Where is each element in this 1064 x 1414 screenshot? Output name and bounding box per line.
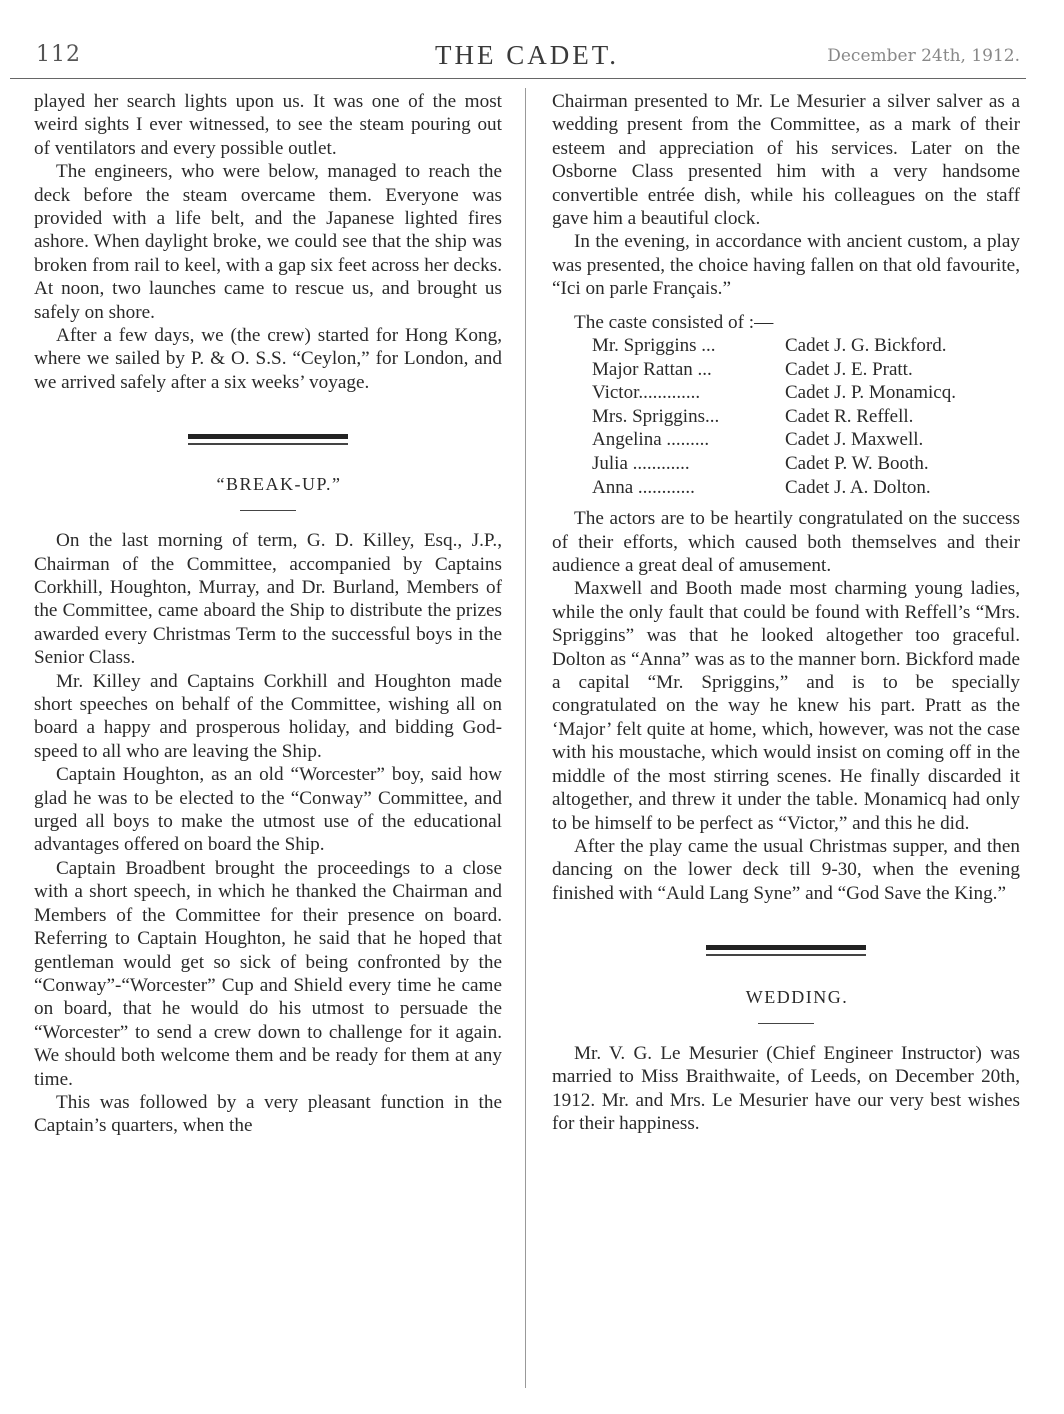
cast-row [592,358,956,382]
right-column [552,90,1020,1136]
cast-actor: Cadet J. A. Dolton. [785,476,931,498]
cast-role: Major Rattan ... [592,358,712,380]
cast-role: Angelina ......... [592,429,710,451]
cast-intro: The caste consisted of :— [574,311,774,333]
paragraph: Mr. Killey and Captains Corkhill and Houghton made short speeches on behalf of the Committee, wishing all on board a happy and prosperous holiday, and bidding God-speed to all who are leaving the Ship. [34,670,502,762]
paragraph: Maxwell and Booth made most charming young ladies, while the only fault that could be found with Reffell’s “Mrs. Spriggins” was that he looked altogether too graceful. Dolton as “Anna” was as to the manner born. Bickford made a capital “Mr. Spriggins,” and is to be specially congratulated on the way he knew his part. Pratt as the ‘Major’ felt quite at home, which, however, was not the case with his moustache, which would insist on coming off in the middle of the most stirring scenes. He finally discarded it altogether, and threw it under the table. Monamicq had only to be himself to be perfect as “Victor,” and this he did. [552,578,1020,834]
cast-actor: Cadet R. Reffell. [785,405,914,427]
paragraph: After the play came the usual Christmas supper, and then dancing on the lower deck till 9-30, when the evening finished with “Auld Lang Syne” and “God Save the King.” [552,835,1020,904]
cast-row [592,381,956,405]
section-separator [706,945,866,956]
cast-row [592,476,956,500]
paragraph: Captain Houghton, as an old “Worcester” boy, said how glad he was to be elected to the “Conway” Committee, and urged all boys to make the utmost use of the educational advantages offered on board the Ship. [34,764,502,856]
header-rule [10,78,1026,79]
cast-actor: Cadet J. P. Monamicq. [785,382,956,404]
cast-role: Victor............. [592,382,701,404]
paragraph: In the evening, in accordance with ancient custom, a play was presented, the choice having fallen on that old favourite, “Ici on parle Français.” [552,231,1020,300]
cast-row [592,452,956,476]
cast-role: Anna ............ [592,476,695,498]
paragraph: The engineers, who were below, managed to reach the deck before the steam overcame them. Everyone was provided with a life belt, and the Japanese lighted fires ashore. When daylight broke, we could see that the ship was broken from rail to keel, with a gap six feet across her decks. At noon, two launches came to rescue us, and brought us safely on shore. [34,161,502,323]
paragraph: This was followed by a very pleasant function in the Captain’s quarters, when the [34,1091,502,1137]
paragraph: Mr. V. G. Le Mesurier (Chief Engineer Instructor) was married to Miss Braithwaite, of Leeds, on December 20th, 1912. Mr. and Mrs. Le Mesurier have our very best wishes for their happiness. [552,1043,1020,1135]
cast-actor: Cadet J. G. Bickford. [785,335,947,357]
cast-list [592,334,956,499]
paragraph: played her search lights upon us. It was one of the most weird sights I ever witnessed, to see the steam pouring out of ventilators and every possible outlet. [34,91,502,159]
cast-row [592,405,956,429]
cast-role: Mr. Spriggins ... [592,335,716,357]
section-separator [188,434,348,445]
cast-role: Julia ............ [592,453,690,475]
page-number: 112 [36,42,81,67]
cast-actor: Cadet J. E. Pratt. [785,358,913,380]
cast-actor: Cadet J. Maxwell. [785,429,924,451]
paragraph: Captain Broadbent brought the proceedings to a close with a short speech, in which he thanked the Chairman and Members of the Committee for their presence on board. Referring to Captain Houghton, he said that he hoped that gentleman would get so sick of being confronted by the “Conway”-“Worcester” Cup and Shield every time he came on board, that he would do his utmost to persuade the “Worcester” to send a crew down to challenge for it again. We should both welcome them and be ready for them at any time. [34,857,502,1090]
publication-title: THE CADET. [435,40,619,70]
cast-row [592,428,956,452]
paragraph: Chairman presented to Mr. Le Mesurier a silver salver as a wedding present from the Committee, as a mark of their esteem and appreciation of his services. Later on the Osborne Class presented him with a very handsome convertible entrée dish, while his colleagues on the staff gave him a beautiful clock. [552,91,1020,230]
column-divider [525,88,526,1388]
breakup-heading: “BREAK-UP.” [216,473,342,494]
paragraph: After a few days, we (the crew) started for Hong Kong, where we sailed by P. & O. S.S. “Ceylon,” for London, and we arrived safely after a six weeks’ voyage. [34,325,502,393]
paragraph: On the last morning of term, G. D. Killey, Esq., J.P., Chairman of the Committee, accompanied by Captains Corkhill, Houghton, Murray, and Dr. Burland, Members of the Committee, came aboard the Ship to distribute the prizes awarded every Christmas Term to the successful boys in the Senior Class. [34,530,502,669]
paragraph: The actors are to be heartily congratulated on the success of their efforts, which caused both themselves and their audience a great deal of amusement. [552,508,1020,577]
cast-row [592,334,956,358]
left-column [34,90,502,1138]
wedding-heading: WEDDING. [745,986,849,1007]
issue-date: December 24th, 1912. [827,46,1020,66]
cast-actor: Cadet P. W. Booth. [785,453,929,475]
cast-role: Mrs. Spriggins... [592,405,720,427]
page-header [30,40,1024,74]
